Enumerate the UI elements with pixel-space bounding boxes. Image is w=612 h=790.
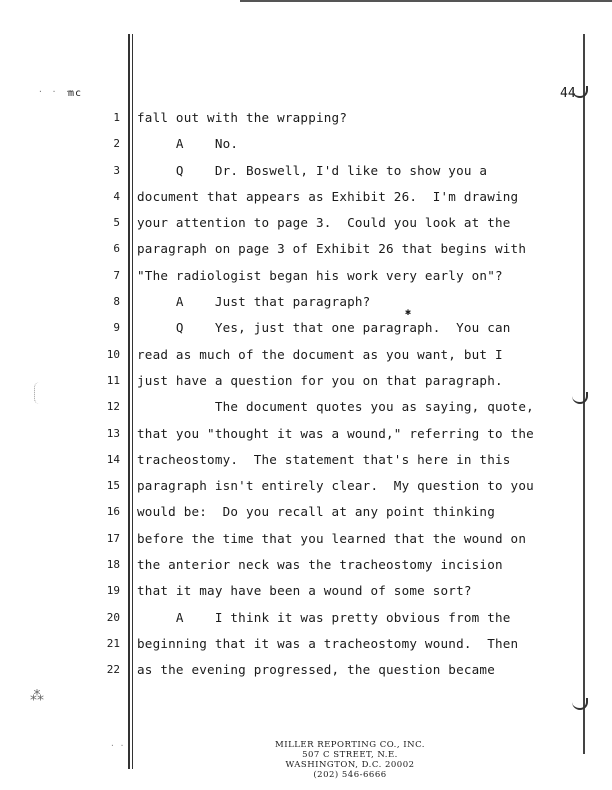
transcript-line [0,291,612,317]
line-number: 9 [113,321,120,335]
line-number: 21 [106,636,120,650]
line-text: that you "thought it was a wound," referring to the [137,425,534,441]
line-text: The document quotes you as saying, quote, [137,399,534,415]
line-number: 4 [113,189,120,203]
line-text: document that appears as Exhibit 26. I'm drawing [137,188,519,204]
line-text: tracheostomy. The statement that's here in this [137,451,511,467]
line-number: 17 [106,531,120,545]
margin-dots: · · · [38,87,73,96]
line-number: 5 [113,216,120,230]
asterisk-mark-icon: ✱ [405,307,412,318]
line-text: A No. [137,136,239,152]
transcript-line [0,344,612,370]
line-number: 18 [106,558,120,572]
line-text: A Just that paragraph? [137,294,371,310]
transcript-line [0,607,612,633]
line-number: 14 [106,452,120,466]
line-number: 22 [106,663,120,677]
transcript-line [0,449,612,475]
transcript-line [0,396,612,422]
transcript-line [0,475,612,501]
transcript-line [0,186,612,212]
line-text: that it may have been a wound of some sort? [137,583,472,599]
line-number: 3 [113,163,120,177]
footer-company: MILLER REPORTING CO., INC. [275,740,425,750]
transcript-line [0,160,612,186]
line-number: 6 [113,242,120,256]
line-text: paragraph isn't entirely clear. My question to you [137,478,534,494]
footer-city: WASHINGTON, D.C. 20002 [285,760,415,770]
transcript-line [0,133,612,159]
footer-street: 507 C STREET, N.E. [302,750,398,760]
line-text: paragraph on page 3 of Exhibit 26 that begins with [137,241,527,257]
line-number: 8 [113,295,120,309]
line-text: Q Yes, just that one paragraph. You can [137,320,511,336]
transcript-line [0,501,612,527]
line-number: 16 [106,505,120,519]
line-text: before the time that you learned that the wound on [137,530,527,546]
line-text: fall out with the wrapping? [137,110,348,125]
transcript-line [0,580,612,606]
transcript-line [0,212,612,238]
transcript-line [0,265,612,291]
line-text: Q Dr. Boswell, I'd like to show you a [137,162,488,178]
reporter-initials: mc [68,88,83,99]
line-text: beginning that it was a tracheostomy wound. Then [137,635,519,651]
transcript-line [0,317,612,343]
line-number: 1 [113,111,120,124]
line-text: just have a question for you on that paragraph. [137,372,503,388]
page-number: 44 [560,86,576,101]
transcript-line [0,528,612,554]
line-number: 12 [106,400,120,414]
line-text: "The radiologist began his work very early on"? [137,267,503,283]
line-number: 11 [106,373,120,387]
bracket-curve-top [572,86,588,98]
line-text: your attention to page 3. Could you look at the [137,215,511,231]
line-number: 15 [106,479,120,493]
margin-stamp-icon: ⁂ [30,688,44,704]
line-number: 20 [106,610,120,624]
transcript-body [0,107,612,686]
line-number: 10 [106,347,120,361]
line-number: 7 [113,268,120,282]
line-text: read as much of the document as you want, but I [137,346,503,362]
transcript-line [0,107,612,133]
transcript-line [0,370,612,396]
transcript-line [0,633,612,659]
transcript-line [0,659,612,685]
transcript-line [0,238,612,264]
reporter-footer [240,740,460,780]
footer-phone: (202) 546-6666 [313,770,387,780]
transcript-line [0,423,612,449]
line-number: 13 [106,426,120,440]
line-text: would be: Do you recall at any point thinking [137,504,495,520]
line-text: as the evening progressed, the question became [137,662,495,678]
bracket-curve-bottom [572,698,588,710]
line-text: the anterior neck was the tracheostomy incision [137,557,503,573]
footer-tick-marks: · · [110,741,125,750]
line-number: 19 [106,584,120,598]
line-text: A I think it was pretty obvious from the [137,609,511,625]
transcript-line [0,554,612,580]
line-number: 2 [113,137,120,151]
top-rule [240,0,612,2]
